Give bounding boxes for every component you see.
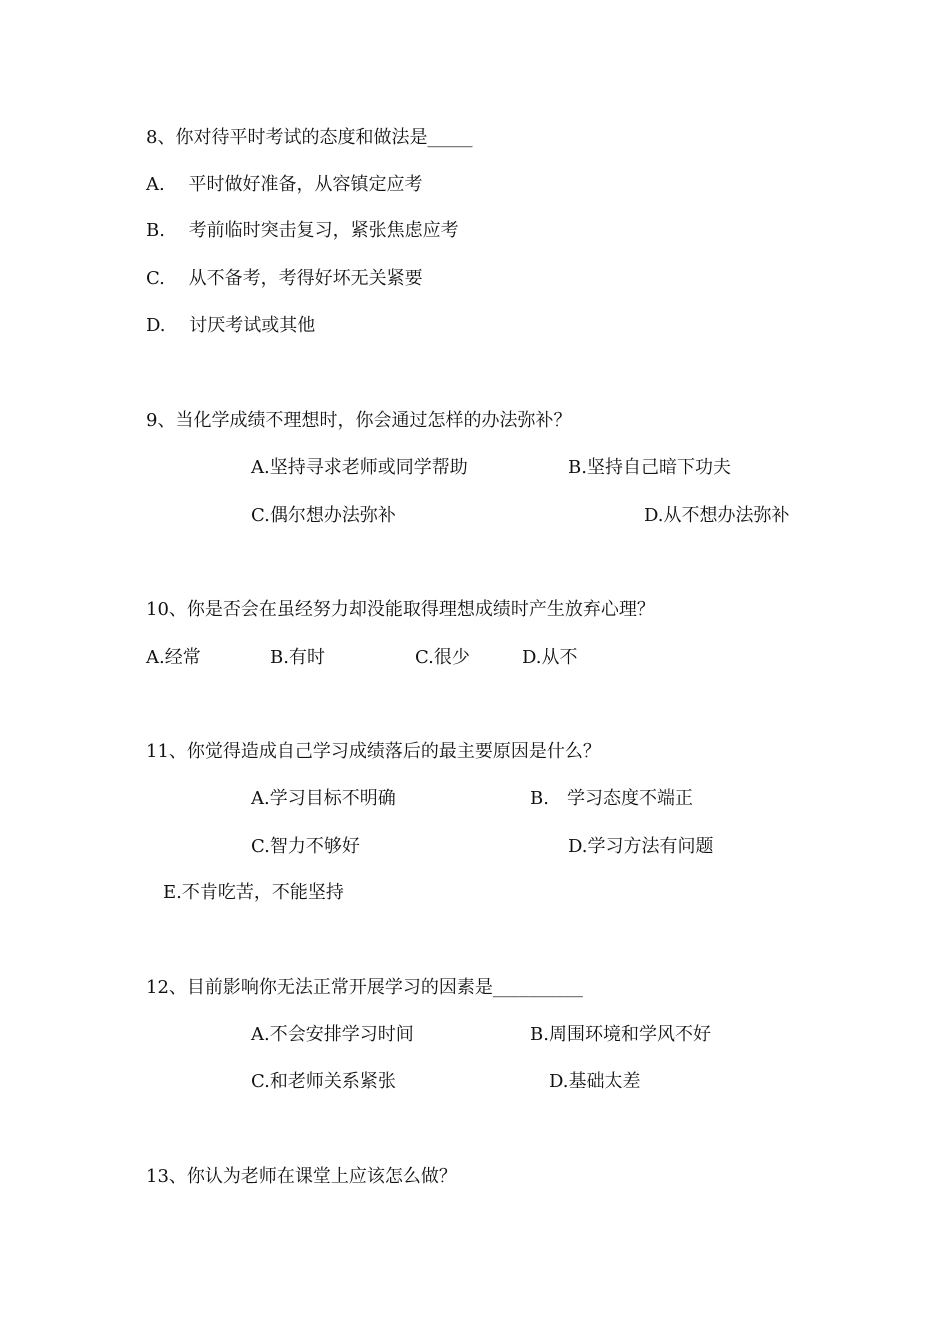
- question-8-stem: 8、你对待平时考试的态度和做法是_____: [146, 127, 473, 148]
- question-9-option-b: B.坚持自己暗下功夫: [568, 457, 731, 478]
- question-10-option-c: C.很少: [415, 647, 470, 668]
- question-8-option-d: D. 讨厌考试或其他: [146, 315, 316, 336]
- question-12-option-c: C.和老师关系紧张: [251, 1071, 396, 1092]
- question-11-option-c: C.智力不够好: [251, 836, 360, 857]
- question-8-option-b: B. 考前临时突击复习，紧张焦虑应考: [146, 220, 459, 241]
- question-9-option-d: D.从不想办法弥补: [644, 505, 790, 526]
- question-8-option-a: A. 平时做好准备，从容镇定应考: [146, 174, 423, 195]
- question-11-option-d: D.学习方法有问题: [568, 836, 714, 857]
- question-10-stem: 10、你是否会在虽经努力却没能取得理想成绩时产生放弃心理？: [146, 599, 655, 620]
- question-11-option-e: E.不肯吃苦，不能坚持: [163, 882, 344, 903]
- question-12-option-a: A.不会安排学习时间: [251, 1024, 414, 1045]
- question-9-option-a: A.坚持寻求老师或同学帮助: [251, 457, 468, 478]
- question-11-option-b: B. 学习态度不端正: [530, 788, 693, 809]
- question-12-option-b: B.周围环境和学风不好: [530, 1024, 711, 1045]
- question-11-stem: 11、你觉得造成自己学习成绩落后的最主要原因是什么？: [146, 741, 601, 762]
- question-13-stem: 13、你认为老师在课堂上应该怎么做？: [146, 1166, 457, 1187]
- question-9-stem: 9、当化学成绩不理想时，你会通过怎样的办法弥补？: [146, 410, 572, 431]
- question-12-stem: 12、目前影响你无法正常开展学习的因素是__________: [146, 977, 583, 998]
- question-11-option-a: A.学习目标不明确: [251, 788, 396, 809]
- question-12-option-d: D.基础太差: [549, 1071, 641, 1092]
- question-10-option-d: D.从不: [522, 647, 578, 668]
- question-10-option-b: B.有时: [270, 647, 325, 668]
- question-10-option-a: A.经常: [146, 647, 201, 668]
- question-8-option-c: C. 从不备考，考得好坏无关紧要: [146, 268, 423, 289]
- question-9-option-c: C.偶尔想办法弥补: [251, 505, 396, 526]
